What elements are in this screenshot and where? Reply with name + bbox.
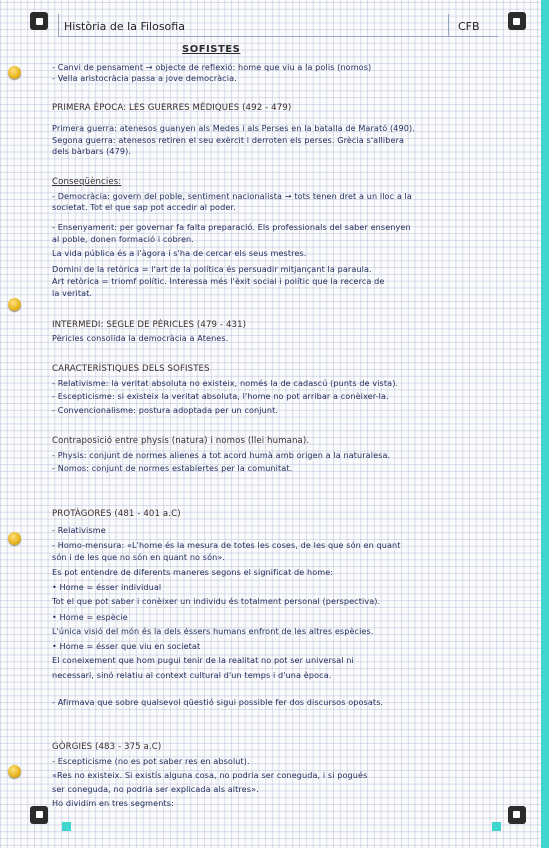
- binder-ring-icon: [8, 66, 21, 79]
- note-line: Ho dividim en tres segments:: [52, 798, 174, 808]
- note-line: són i de les que no són en quant no són».: [52, 552, 226, 562]
- header-rule: [58, 36, 498, 37]
- page-title: SOFISTES: [182, 44, 241, 55]
- header-subject: Història de la Filosofia: [64, 20, 185, 33]
- note-line: - Escepticisme (no es pot saber res en absolut).: [52, 756, 250, 766]
- note-line: Pèricles consolida la democràcia a Atenes.: [52, 333, 229, 343]
- footer-marker: [492, 822, 501, 831]
- note-line: L'única visió del món és la dels éssers humans enfront de les altres espècies.: [52, 626, 374, 636]
- footer-marker: [62, 822, 71, 831]
- note-line: Art retòrica = triomf polític. Interessa més l'èxit social i polític que la recerca de: [52, 276, 385, 286]
- note-line: dels bàrbars (479).: [52, 146, 132, 156]
- note-line: «Res no existeix. Si existís alguna cosa, no podria ser coneguda, i si pogués: [52, 770, 368, 780]
- note-line: INTERMEDI: SEGLE DE PÈRICLES (479 - 431): [52, 320, 247, 330]
- header-divider: [448, 14, 449, 36]
- note-line: GÒRGIES (483 - 375 a.C): [52, 742, 162, 752]
- note-line: necessari, sinó relatiu al context cultural d'un temps i d'una època.: [52, 670, 332, 680]
- corner-marker-bottom-right: [508, 806, 526, 824]
- note-line: - Relativisme: [52, 525, 106, 535]
- note-line: CARACTERÍSTIQUES DELS SOFISTES: [52, 364, 210, 374]
- note-line: • Home = ésser individual: [52, 582, 162, 592]
- note-line: La vida pública és a l'àgora i s'ha de cercar els seus mestres.: [52, 248, 307, 258]
- note-line: Segona guerra: atenesos retiren el seu exèrcit i derroten els perses. Grècia s'allibera: [52, 135, 405, 145]
- note-line: - Democràcia: govern del poble, sentiment nacionalista → tots tenen dret a un lloc a la: [52, 191, 412, 201]
- page-edge-decoration: [541, 0, 549, 848]
- note-line: - Vella aristocràcia passa a jove democràcia.: [52, 73, 237, 83]
- note-line: Contraposició entre physis (natura) i nomos (llei humana).: [52, 436, 310, 446]
- note-line: societat. Tot el que sap pot accedir al poder.: [52, 202, 236, 212]
- note-line: Conseqüències:: [52, 177, 122, 187]
- corner-marker-bottom-left: [30, 806, 48, 824]
- note-line: - Nomos: conjunt de normes establertes per la comunitat.: [52, 463, 293, 473]
- note-line: - Escepticisme: si existeix la veritat absoluta, l'home no pot arribar a conèixer-la.: [52, 391, 389, 401]
- note-line: - Convencionalisme: postura adoptada per un conjunt.: [52, 405, 279, 415]
- note-line: Domini de la retòrica = l'art de la política és persuadir mitjançant la paraula.: [52, 264, 372, 274]
- note-line: la veritat.: [52, 288, 93, 298]
- note-line: Tot el que pot saber i conèixer un individu és totalment personal (perspectiva).: [52, 596, 381, 606]
- header-divider: [58, 14, 59, 36]
- binder-ring-icon: [8, 765, 21, 778]
- note-line: - Afirmava que sobre qualsevol qüestió sigui possible fer dos discursos oposats.: [52, 697, 384, 707]
- note-line: PRIMERA ÈPOCA: LES GUERRES MÈDIQUES (492 - 479): [52, 103, 292, 113]
- note-line: • Home = ésser que viu en societat: [52, 641, 201, 651]
- note-line: - Homo-mensura: «L'home és la mesura de totes les coses, de les que són en quant: [52, 540, 401, 550]
- binder-ring-icon: [8, 532, 21, 545]
- corner-marker-top-left: [30, 12, 48, 30]
- note-line: Es pot entendre de diferents maneres segons el significat de home:: [52, 567, 334, 577]
- corner-marker-top-right: [508, 12, 526, 30]
- note-line: - Relativisme: la veritat absoluta no existeix, només la de cadascú (punts de vista).: [52, 378, 399, 388]
- note-line: • Home = espècie: [52, 612, 128, 622]
- note-line: al poble, donen formació i cobren.: [52, 234, 194, 244]
- note-line: PROTÀGORES (481 - 401 a.C): [52, 509, 181, 519]
- binder-ring-icon: [8, 298, 21, 311]
- note-line: - Canvi de pensament → objecte de reflexió: home que viu a la polis (nomos): [52, 62, 372, 72]
- note-line: El coneixement que hom pugui tenir de la realitat no pot ser universal ni: [52, 655, 354, 665]
- note-line: - Ensenyament: per governar fa falta preparació. Els professionals del saber ensenyen: [52, 222, 411, 232]
- note-line: ser coneguda, no podria ser explicada als altres».: [52, 784, 259, 794]
- note-line: - Physis: conjunt de normes alienes a tot acord humà amb origen a la naturalesa.: [52, 450, 391, 460]
- note-line: Primera guerra: atenesos guanyen als Medes i als Perses en la batalla de Marató (490).: [52, 123, 415, 133]
- header-code: CFB: [458, 20, 480, 33]
